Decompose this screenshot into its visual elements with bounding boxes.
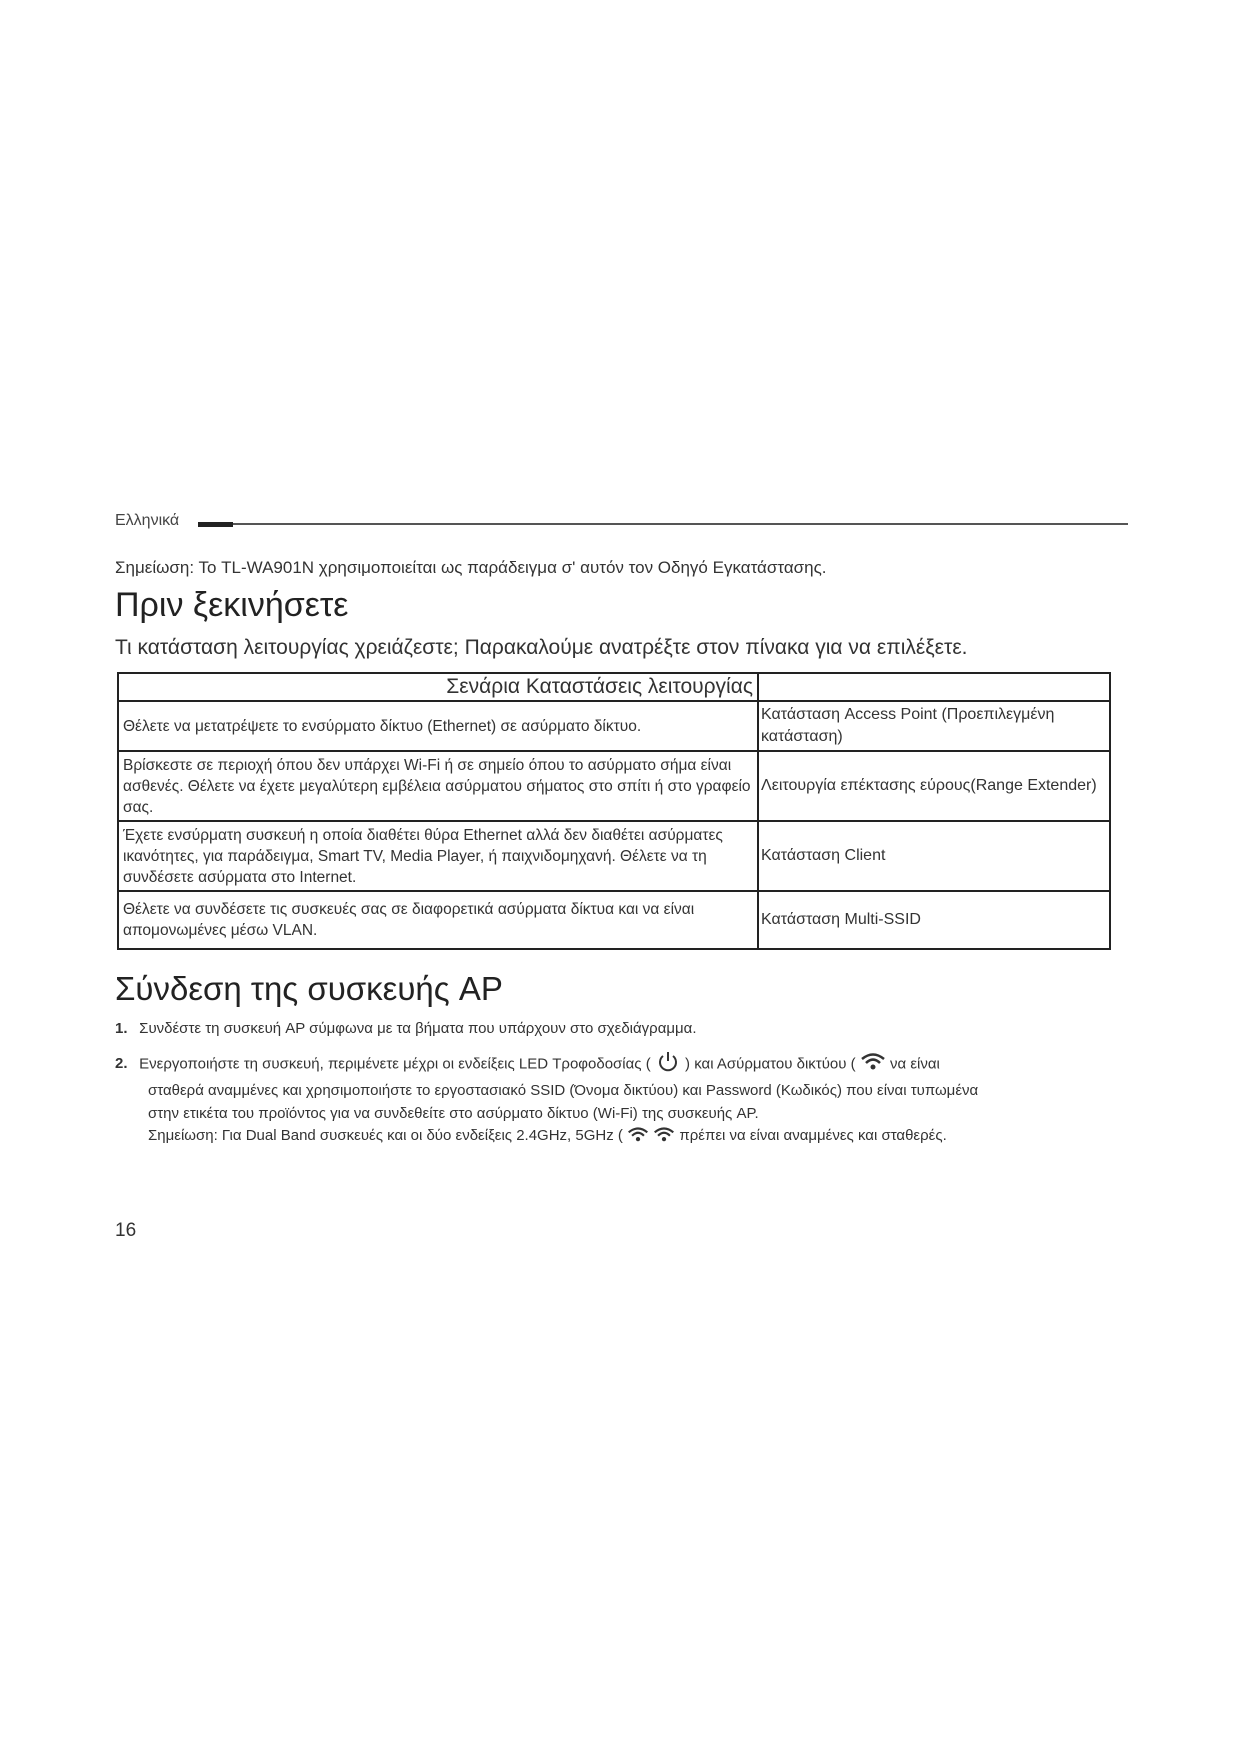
- step-text: σταθερά αναμμένες και χρησιμοποιήστε το εργοστασιακό SSID (Όνομα δικτύου) και Password (Κωδικός) που είναι τυπωμένα: [148, 1082, 979, 1099]
- wifi-2g-icon: [627, 1125, 649, 1147]
- step-text: Ενεργοποιήστε τη συσκευή, περιμένετε μέχρι οι ενδείξεις LED Τροφοδοσίας (: [139, 1055, 651, 1073]
- mode-cell: Κατάσταση Access Point (Προεπιλεγμένη κατάσταση): [758, 701, 1110, 751]
- section-intro: Τι κατάσταση λειτουργίας χρειάζεστε; Παρακαλούμε ανατρέξτε στον πίνακα για να επιλέξετε.: [115, 636, 968, 659]
- step-text: να είναι: [889, 1055, 940, 1073]
- header-rule: [233, 523, 1128, 525]
- step-text: ) και Ασύρματου δικτύου (: [685, 1055, 856, 1073]
- scenario-cell: Θέλετε να μετατρέψετε το ενσύρματο δίκτυο (Ethernet) σε ασύρματο δίκτυο.: [118, 701, 758, 751]
- page-number: 16: [115, 1220, 137, 1241]
- table-row: [118, 821, 1110, 891]
- note-text: Σημείωση: Για Dual Band συσκευές και οι δύο ενδείξεις 2.4GHz, 5GHz (: [148, 1126, 623, 1144]
- operation-modes-table: [117, 672, 1111, 950]
- mode-cell: Λειτουργία επέκτασης εύρους(Range Extender): [758, 751, 1110, 821]
- scenario-cell: Έχετε ενσύρματη συσκευή η οποία διαθέτει θύρα Ethernet αλλά δεν διαθέτει ασύρματες ικανότητες, για παράδειγμα, Smart TV, Media Player, ή παιχνιδομηχανή. Θέλετε να τη συνδέσετε ασύρματα στο Internet.: [118, 821, 758, 891]
- step-1: [115, 1020, 697, 1037]
- mode-cell: Κατάσταση Client: [758, 821, 1110, 891]
- dual-band-note: [148, 1125, 947, 1147]
- wifi-icon: [860, 1051, 886, 1078]
- scenario-cell: Θέλετε να συνδέσετε τις συσκευές σας σε διαφορετικά ασύρματα δίκτυα και να είναι απομονωμένες μέσω VLAN.: [118, 891, 758, 949]
- intro-note: Σημείωση: Το TL-WA901N χρησιμοποιείται ως παράδειγμα σ' αυτόν τον Οδηγό Εγκατάστασης.: [115, 558, 827, 577]
- table-header-row: [118, 673, 1110, 701]
- step-text: Συνδέστε τη συσκευή AP σύμφωνα με τα βήματα που υπάρχουν στο σχεδιάγραμμα.: [139, 1020, 697, 1037]
- table-header-scenarios: Σενάρια Καταστάσεις λειτουργίας: [118, 673, 758, 701]
- table-row: [118, 891, 1110, 949]
- wifi-5g-icon: [653, 1125, 675, 1147]
- language-label: Ελληνικά: [115, 512, 180, 529]
- step-number: 1.: [115, 1020, 128, 1037]
- note-text: πρέπει να είναι αναμμένες και σταθερές.: [679, 1126, 947, 1144]
- table-row: [118, 751, 1110, 821]
- section-title-connect-ap: Σύνδεση της συσκευής AP: [115, 970, 503, 1007]
- step-number: 2.: [115, 1055, 128, 1073]
- step-2: [115, 1050, 978, 1125]
- section-title-before-start: Πριν ξεκινήσετε: [115, 586, 349, 624]
- step-text: στην ετικέτα του προϊόντος για να συνδεθείτε στο ασύρματο δίκτυο (Wi-Fi) της συσκευής AP.: [148, 1105, 759, 1122]
- table-row: [118, 701, 1110, 751]
- header-accent-bar: [198, 522, 233, 527]
- table-header-mode: [758, 673, 1110, 701]
- mode-cell: Κατάσταση Multi-SSID: [758, 891, 1110, 949]
- page-header: [115, 512, 1128, 534]
- scenario-cell: Βρίσκεστε σε περιοχή όπου δεν υπάρχει Wi-Fi ή σε σημείο όπου το ασύρματο σήμα είναι ασθενές. Θέλετε να έχετε μεγαλύτερη εμβέλεια ασύρματου σήματος στο σπίτι ή στο γραφείο σας.: [118, 751, 758, 821]
- power-icon: [655, 1050, 681, 1079]
